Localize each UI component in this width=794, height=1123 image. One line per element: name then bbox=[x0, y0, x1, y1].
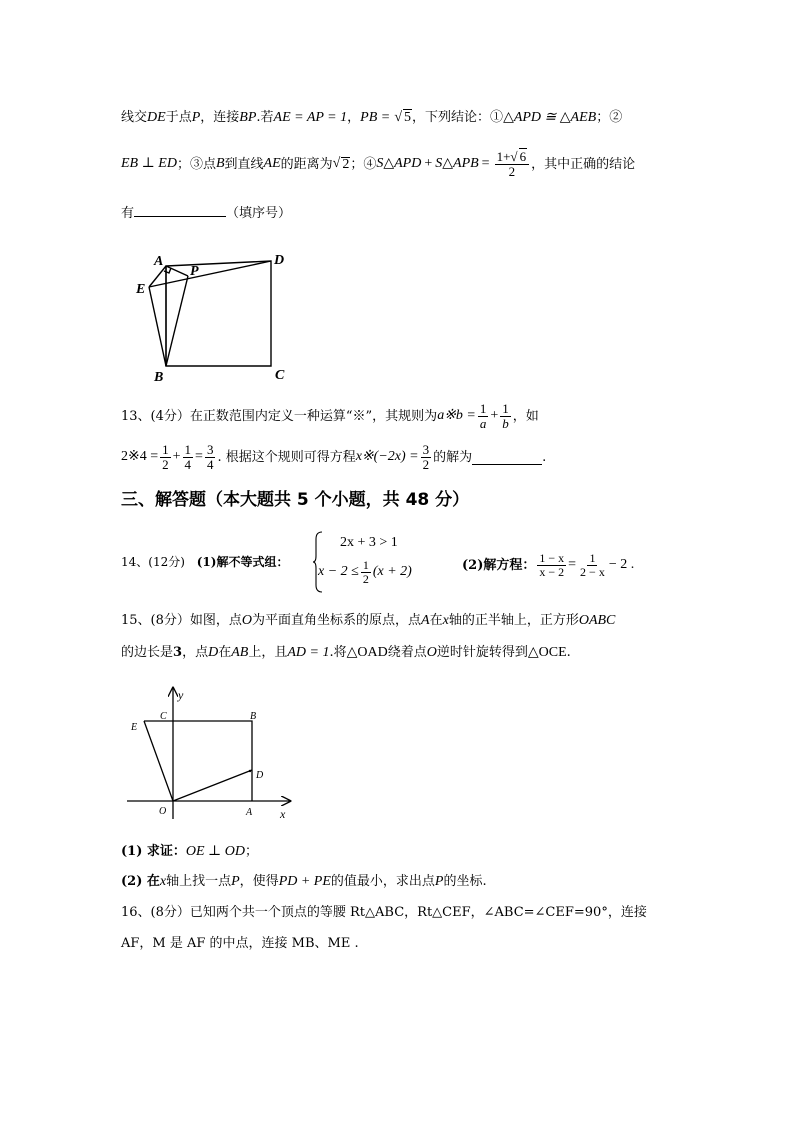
label-x: x bbox=[280, 807, 286, 821]
q12-line2: EB ⊥ ED ；③点 B 到直线 AE 的距离为 √ 2 ；④ S △APD + S △APB = $\frac{1+√ 6}{2}$ ，其中正确的结论 bbox=[121, 149, 636, 179]
q15-coordinate-figure bbox=[122, 684, 297, 824]
conclusion-1: △APD ≅ △AEB bbox=[503, 110, 597, 125]
inequality-system bbox=[313, 531, 433, 593]
q13-line2: 2※4 = $\frac{1}{2}$ + $\frac{1}{4}$ = $\frac{3}{4}$ . 根据这个规则可得方程 x※(−2x) = $\frac{3}{2}$ 的解为 . bbox=[121, 442, 547, 472]
label-b: B bbox=[250, 711, 257, 722]
square-oabc bbox=[173, 721, 252, 801]
q16-line2: AF，M 是 AF 的中点，连接 MB、ME . bbox=[121, 936, 359, 951]
inequality-1: 2x + 3 > 1 bbox=[340, 535, 398, 550]
answer-blank-q13[interactable] bbox=[472, 450, 542, 465]
conclusion-2: EB ⊥ ED bbox=[121, 156, 177, 172]
inequality-2: x − 2 ≤ $\frac{1}{2}$ (x + 2) bbox=[318, 558, 412, 586]
point-d-dot bbox=[249, 770, 251, 772]
label-d: D bbox=[274, 253, 285, 268]
segment-eb bbox=[149, 287, 166, 366]
segment-oe bbox=[144, 721, 173, 801]
label-y: y bbox=[178, 688, 184, 702]
section-3-heading: 三、解答题（本大题共 5 个小题，共 48 分） bbox=[121, 490, 470, 510]
q15-sub1: (1) 求证：OE ⊥ OD； bbox=[121, 844, 258, 859]
q16-line1: 16、(8分）已知两个共一个顶点的等腰 Rt△ABC，Rt△CEF，∠ABC=∠CEF=90°，连接 bbox=[121, 905, 647, 920]
q13-line1: 13、(4分）在正数范围内定义一种运算“※”，其规则为 a※b = $\frac{1}{a}$ + $\frac{1}{b}$ ，如 bbox=[121, 401, 539, 431]
label-c: C bbox=[160, 711, 167, 722]
q15-sub2: (2) 在x轴上找一点P，使得PD + PE的值最小，求出点P的坐标. bbox=[121, 874, 487, 889]
area-sum-fraction: $\frac{1+√ 6}{2}$ bbox=[495, 150, 529, 178]
segment-od bbox=[173, 770, 252, 801]
q15-line1: 15、(8分）如图，点O为平面直角坐标系的原点，点A在x轴的正半轴上，正方形OABC bbox=[121, 613, 616, 628]
q14-part2: (2)解方程： $\frac{1 - x}{x - 2}$ = $\frac{1}{2 - x}$ − 2 . bbox=[462, 551, 635, 579]
label-a: A bbox=[154, 254, 164, 269]
label-e: E bbox=[131, 722, 138, 733]
label-e: E bbox=[136, 282, 146, 297]
q12-square-figure bbox=[130, 245, 300, 385]
label-b: B bbox=[154, 370, 164, 385]
square-abcd bbox=[166, 261, 271, 366]
label-a: A bbox=[246, 807, 253, 818]
answer-blank-q12[interactable] bbox=[134, 216, 226, 217]
label-o: O bbox=[159, 806, 167, 817]
q12-line1: 线交DE于点P，连接BP.若AE = AP = 1，PB = √ 5，下列结论：①△APD ≅ △AEB；② bbox=[121, 110, 623, 125]
label-c: C bbox=[275, 368, 285, 383]
label-p: P bbox=[190, 264, 199, 279]
q15-line2: 的边长是3，点D在AB上，且AD = 1.将△OAD绕着点O逆时针旋转得到△OCE. bbox=[121, 645, 571, 660]
segment-ed bbox=[149, 261, 271, 287]
label-d: D bbox=[256, 770, 264, 781]
segment-pb bbox=[166, 276, 188, 366]
q12-line3: 有 （填序号） bbox=[121, 206, 292, 221]
right-angle-mark bbox=[164, 268, 171, 273]
q14-label: 14、(12分) (1)解不等式组： bbox=[121, 555, 289, 569]
